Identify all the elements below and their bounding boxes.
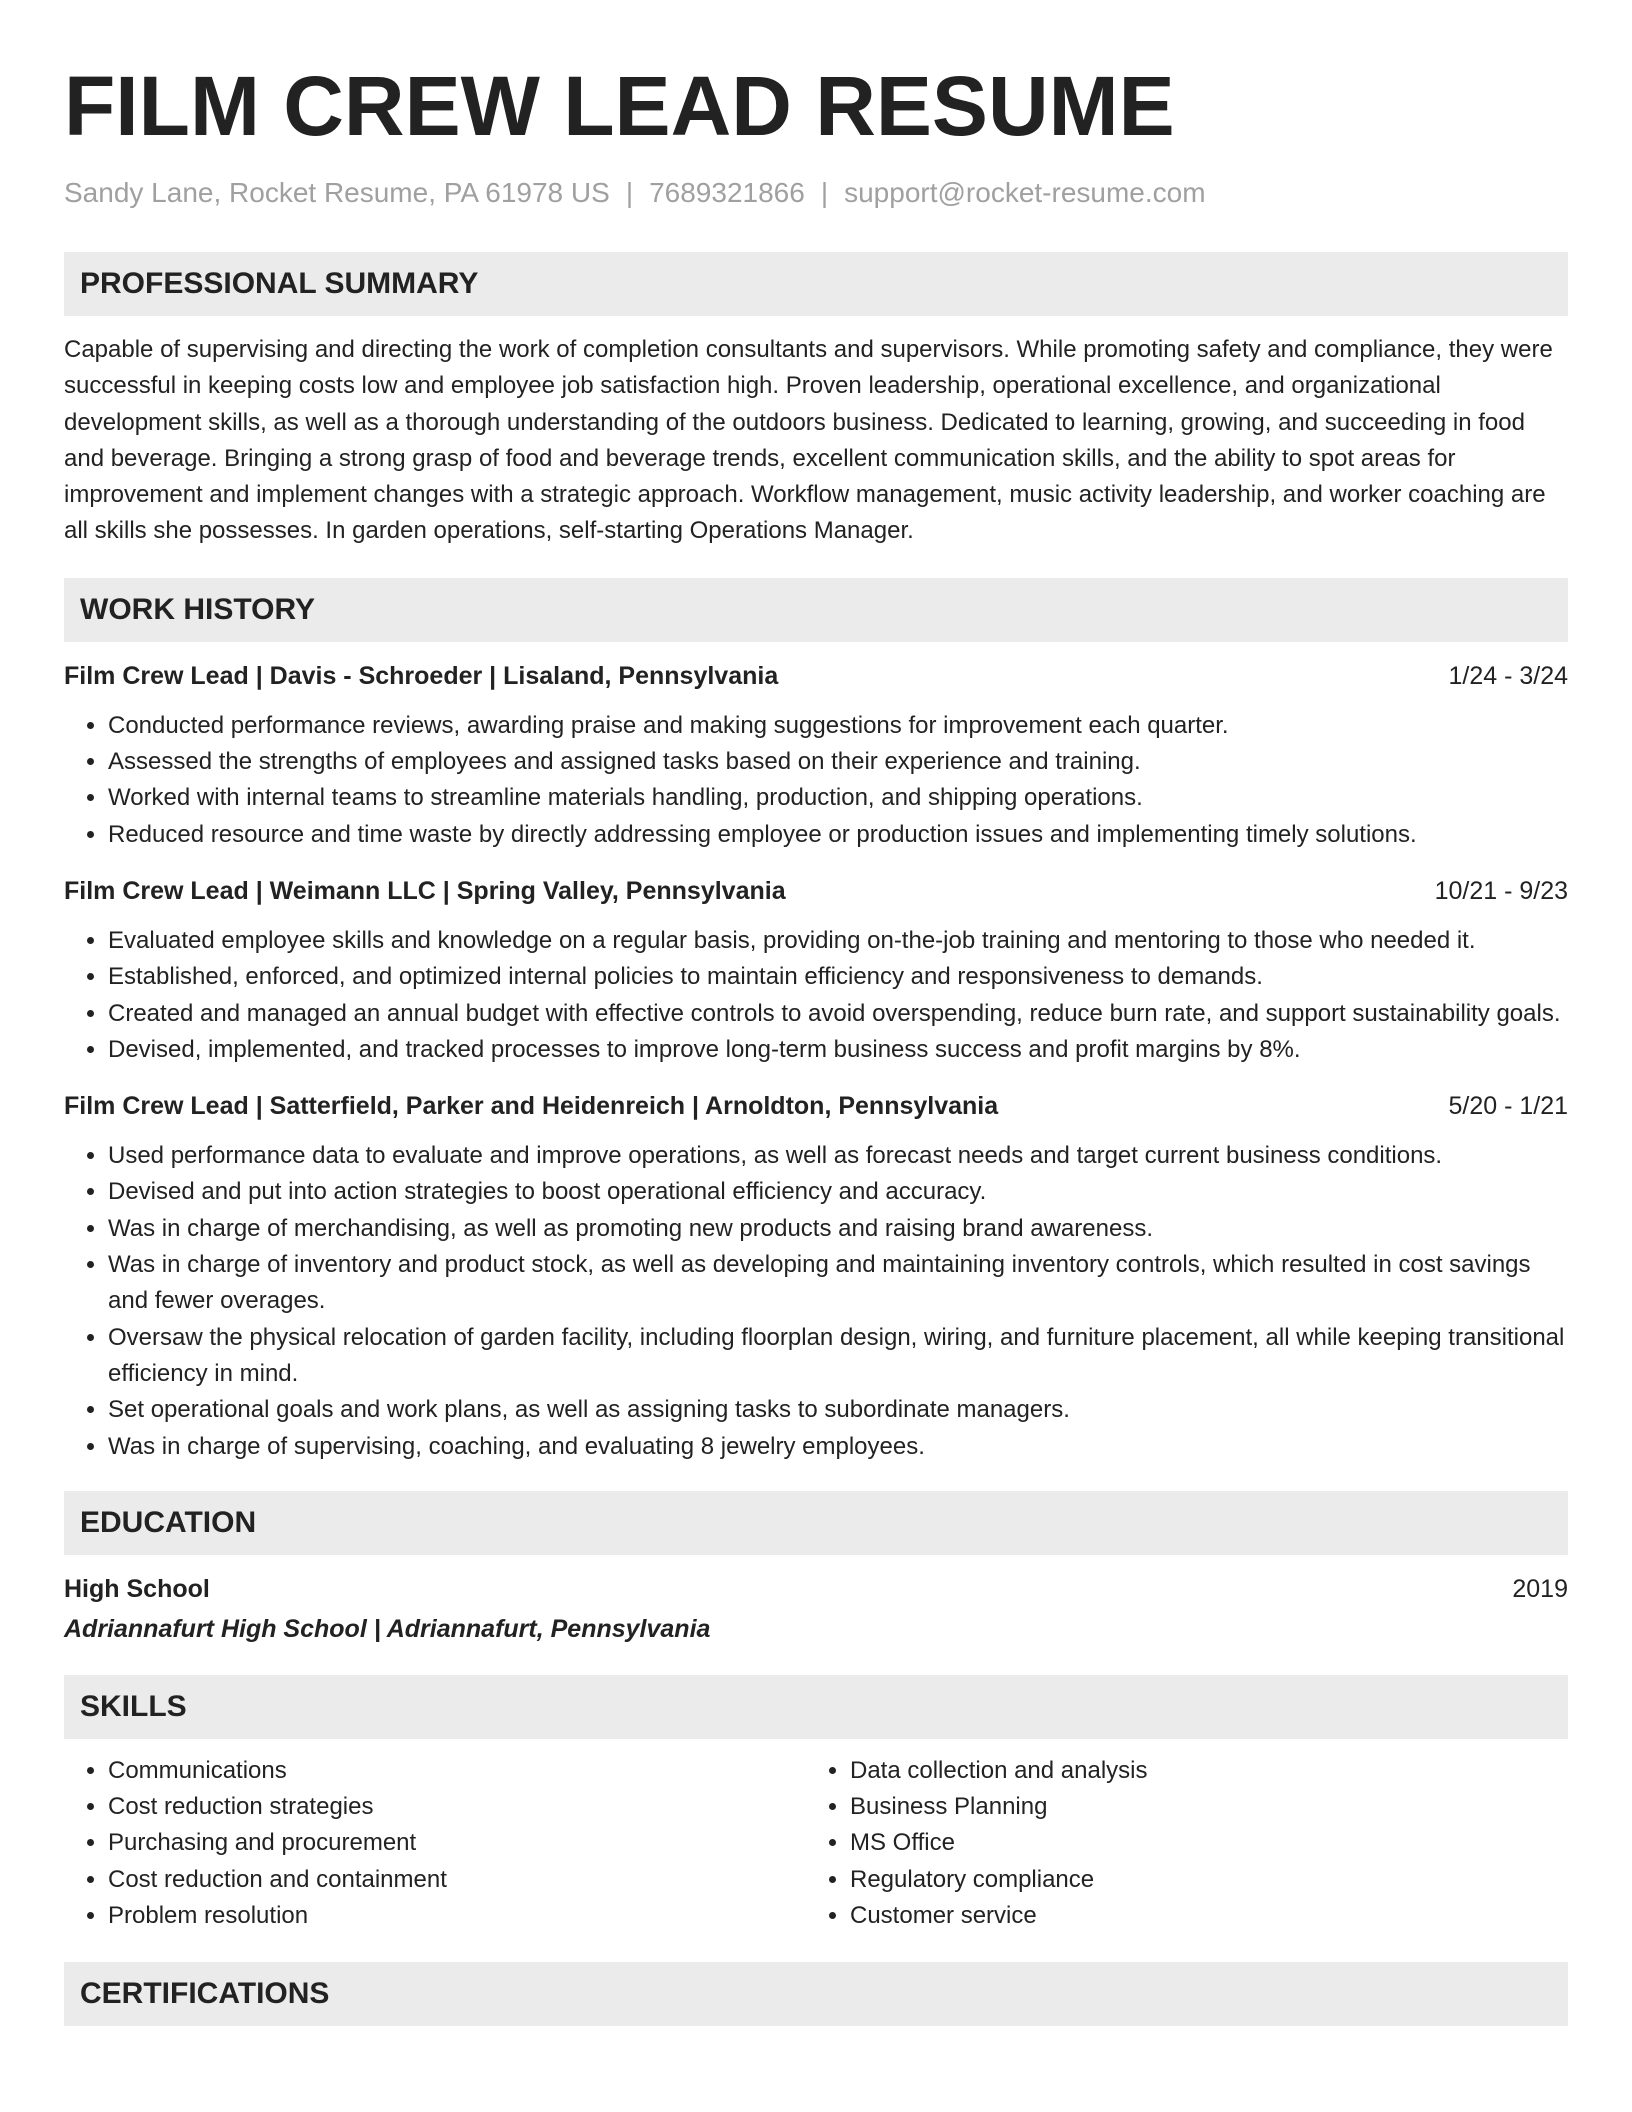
skill-item: • Cost reduction and containment	[108, 1862, 806, 1898]
skills-column-left	[64, 1753, 806, 1934]
contact-line	[64, 176, 1568, 210]
job-bullets	[64, 708, 1568, 853]
job-bullet: • Reduced resource and time waste by directly addressing employee or production issues and implementing timely solutions.	[108, 817, 1568, 853]
job-bullet: • Oversaw the physical relocation of garden facility, including floorplan design, wiring, and furniture placement, all while keeping transitional efficiency in mind.	[108, 1320, 1568, 1393]
skill-item: • Problem resolution	[108, 1898, 806, 1934]
skill-item: • MS Office	[850, 1825, 1548, 1861]
resume-title: FILM CREW LEAD RESUME	[64, 59, 1175, 153]
job-title: Film Crew Lead | Satterfield, Parker and Heidenreich | Arnoldton, Pennsylvania	[64, 1092, 999, 1121]
summary-heading: PROFESSIONAL SUMMARY	[64, 252, 1568, 316]
education-degree: High School	[64, 1574, 210, 1603]
contact-email: support@rocket-resume.com	[844, 177, 1206, 208]
job-header	[64, 1088, 1568, 1124]
skill-item: • Data collection and analysis	[850, 1753, 1548, 1789]
job-entry	[64, 1088, 1568, 1465]
education-year: 2019	[1512, 1574, 1568, 1603]
job-bullet: • Evaluated employee skills and knowledge on a regular basis, providing on-the-job training and mentoring to those who needed it.	[108, 923, 1568, 959]
job-header	[64, 873, 1568, 909]
job-dates: 10/21 - 9/23	[1434, 876, 1568, 905]
job-entry	[64, 873, 1568, 1068]
contact-separator: |	[625, 177, 634, 208]
job-title: Film Crew Lead | Davis - Schroeder | Lisaland, Pennsylvania	[64, 661, 779, 690]
summary-text: Capable of supervising and directing the work of completion consultants and supervisors. While promoting safety and compliance, they were successful in keeping costs low and employee job satisfaction high. Proven leadership, operational excellence, and organizational development skills, as well as a thorough understanding of the outdoors business. Dedicated to learning, growing, and succeeding in food and beverage. Bringing a strong grasp of food and beverage trends, excellent communication skills, and the ability to spot areas for improvement and implement changes with a strategic approach. Workflow management, music activity leadership, and worker coaching are all skills she possesses. In garden operations, self-starting Operations Manager.	[64, 336, 1553, 545]
contact-phone: 7689321866	[649, 177, 805, 208]
job-bullet: • Was in charge of inventory and product stock, as well as developing and maintaining inventory controls, which resulted in cost savings and fewer overages.	[108, 1247, 1568, 1320]
education-heading: EDUCATION	[64, 1491, 1568, 1555]
skill-item: • Regulatory compliance	[850, 1862, 1548, 1898]
skills-column-right	[806, 1753, 1548, 1934]
skills-heading: SKILLS	[64, 1675, 1568, 1739]
skills-grid	[64, 1753, 1568, 1934]
education-header	[64, 1571, 1568, 1607]
certifications-heading: CERTIFICATIONS	[64, 1962, 1568, 2026]
job-bullet: • Worked with internal teams to streamline materials handling, production, and shipping operations.	[108, 780, 1568, 816]
job-bullet: • Created and managed an annual budget with effective controls to avoid overspending, reduce burn rate, and support sustainability goals.	[108, 996, 1568, 1032]
job-header	[64, 658, 1568, 694]
skill-item: • Purchasing and procurement	[108, 1825, 806, 1861]
job-bullet: • Was in charge of merchandising, as well as promoting new products and raising brand awareness.	[108, 1211, 1568, 1247]
job-entry	[64, 658, 1568, 853]
job-dates: 5/20 - 1/21	[1448, 1092, 1568, 1121]
job-bullet: • Devised and put into action strategies to boost operational efficiency and accuracy.	[108, 1174, 1568, 1210]
job-bullet: • Devised, implemented, and tracked processes to improve long-term business success and profit margins by 8%.	[108, 1032, 1568, 1068]
job-bullet: • Used performance data to evaluate and improve operations, as well as forecast needs and target current business conditions.	[108, 1138, 1568, 1174]
job-bullet: • Established, enforced, and optimized internal policies to maintain efficiency and responsiveness to demands.	[108, 959, 1568, 995]
job-bullet: • Assessed the strengths of employees and assigned tasks based on their experience and training.	[108, 744, 1568, 780]
skill-item: • Business Planning	[850, 1789, 1548, 1825]
job-dates: 1/24 - 3/24	[1448, 661, 1568, 690]
contact-address: Sandy Lane, Rocket Resume, PA 61978 US	[64, 177, 610, 208]
education-school: Adriannafurt High School | Adriannafurt, Pennsylvania	[64, 1614, 711, 1643]
job-bullet: • Was in charge of supervising, coaching, and evaluating 8 jewelry employees.	[108, 1429, 1568, 1465]
job-bullets	[64, 1138, 1568, 1465]
skill-item: • Communications	[108, 1753, 806, 1789]
education-entry	[64, 1571, 1568, 1647]
skill-item: • Cost reduction strategies	[108, 1789, 806, 1825]
job-title: Film Crew Lead | Weimann LLC | Spring Valley, Pennsylvania	[64, 876, 786, 905]
job-bullets	[64, 923, 1568, 1068]
work-history-heading: WORK HISTORY	[64, 578, 1568, 642]
job-bullet: • Conducted performance reviews, awarding praise and making suggestions for improvement each quarter.	[108, 708, 1568, 744]
job-bullet: • Set operational goals and work plans, as well as assigning tasks to subordinate managers.	[108, 1392, 1568, 1428]
skill-item: • Customer service	[850, 1898, 1548, 1934]
contact-separator: |	[820, 177, 829, 208]
